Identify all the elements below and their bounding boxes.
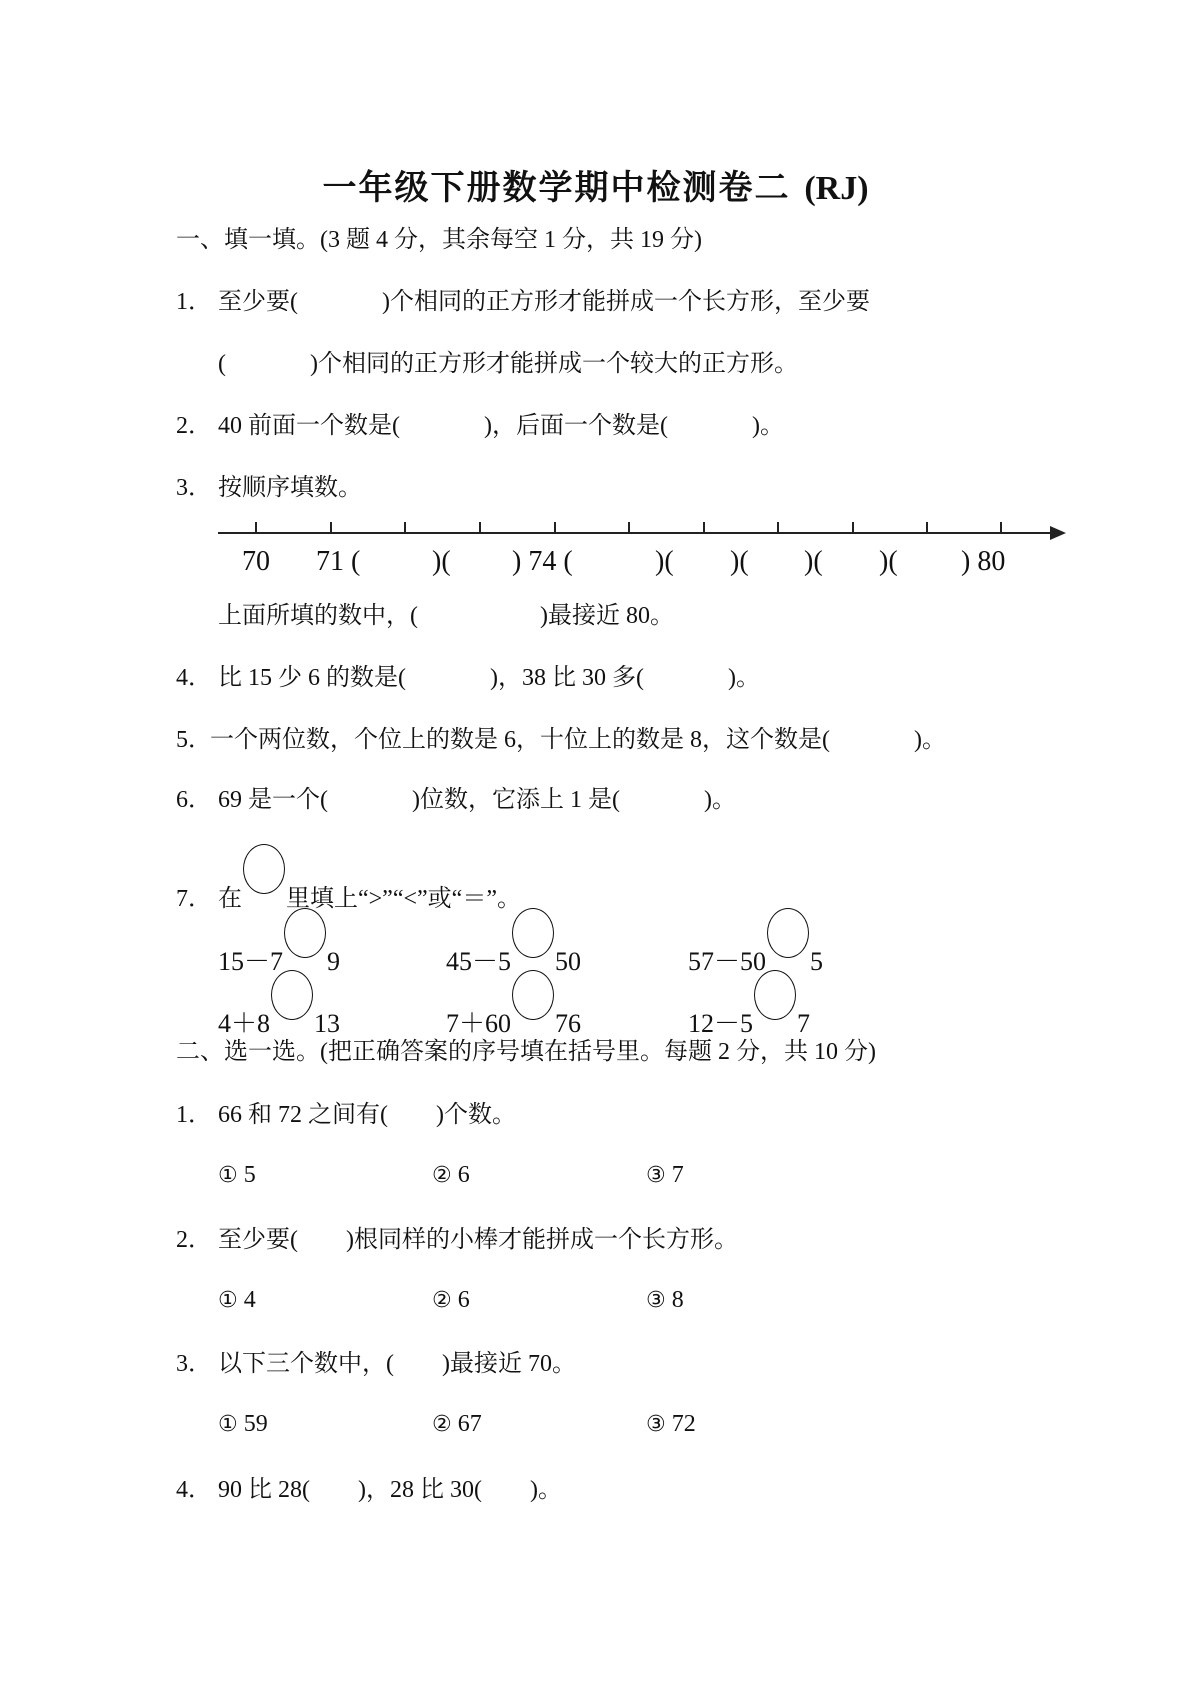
option-1[interactable] bbox=[218, 1411, 268, 1438]
nl-label: )( bbox=[730, 546, 749, 577]
q6-text-a: 69 是一个( bbox=[218, 787, 328, 813]
question-number: 4． bbox=[176, 1477, 212, 1503]
option-value: 67 bbox=[457, 1411, 482, 1437]
option-mark: ① bbox=[218, 1163, 238, 1188]
comparison-item bbox=[218, 922, 340, 978]
tick-mark bbox=[628, 522, 630, 533]
q5-text-b: )。 bbox=[914, 727, 946, 753]
s2-q4 bbox=[176, 1475, 562, 1505]
s1-q6 bbox=[176, 785, 736, 815]
option-mark: ② bbox=[432, 1163, 452, 1188]
question-number: 6． bbox=[176, 787, 212, 813]
option-mark: ② bbox=[432, 1288, 452, 1313]
option-value: 4 bbox=[243, 1287, 256, 1313]
q1-text-c: ( bbox=[218, 351, 226, 377]
q6-text-c: )。 bbox=[703, 787, 736, 813]
s1-q7 bbox=[176, 858, 521, 914]
s2q3-text-a: 以下三个数中，( bbox=[218, 1351, 394, 1377]
s2-q3 bbox=[176, 1349, 576, 1379]
cmp-right: 5 bbox=[810, 947, 824, 976]
q5-text-a: 一个两位数，个位上的数是 6，十位上的数是 8，这个数是( bbox=[210, 727, 830, 753]
nl-label: )( bbox=[432, 546, 451, 577]
option-mark: ① bbox=[218, 1412, 238, 1437]
option-3[interactable] bbox=[646, 1411, 696, 1438]
tick-mark bbox=[926, 522, 928, 533]
cmp-left: 4＋8 bbox=[218, 1009, 271, 1038]
comparison-circle[interactable] bbox=[754, 970, 796, 1020]
nl-label: )( bbox=[804, 546, 823, 577]
arrow-right-icon bbox=[1050, 526, 1066, 540]
q7-text-a: 在 bbox=[218, 886, 242, 912]
cmp-left: 15－7 bbox=[218, 947, 284, 976]
s1-q3-followup bbox=[218, 601, 674, 631]
q3-follow-b: )最接近 80。 bbox=[540, 603, 674, 629]
option-value: 59 bbox=[243, 1411, 268, 1437]
q4-text-c: )。 bbox=[727, 665, 760, 691]
comparison-item bbox=[446, 984, 581, 1040]
tick-mark bbox=[554, 522, 556, 533]
question-number: 1． bbox=[176, 289, 212, 315]
s2q1-text-b: )个数。 bbox=[436, 1102, 516, 1128]
option-2[interactable] bbox=[432, 1287, 470, 1314]
option-value: 6 bbox=[457, 1287, 470, 1313]
section1-header: 一、填一填。(3 题 4 分，其余每空 1 分，共 19 分) bbox=[176, 227, 702, 253]
cmp-right: 50 bbox=[555, 947, 582, 976]
tick-mark bbox=[255, 522, 257, 533]
tick-mark bbox=[852, 522, 854, 533]
option-mark: ③ bbox=[646, 1412, 666, 1437]
title-main: 一年级下册数学期中检测卷二 bbox=[322, 168, 791, 208]
question-number: 2． bbox=[176, 1227, 212, 1253]
option-mark: ③ bbox=[646, 1163, 666, 1188]
option-3[interactable] bbox=[646, 1162, 684, 1189]
s2-q1 bbox=[176, 1100, 516, 1130]
s1-q4 bbox=[176, 663, 760, 693]
option-1[interactable] bbox=[218, 1162, 256, 1189]
title-suffix: (RJ) bbox=[804, 170, 869, 207]
s1-q3 bbox=[176, 473, 362, 503]
question-number: 7． bbox=[176, 886, 212, 912]
tick-mark bbox=[777, 522, 779, 533]
q2-text-a: 40 前面一个数是( bbox=[218, 413, 400, 439]
option-mark: ② bbox=[432, 1412, 452, 1437]
question-number: 3． bbox=[176, 1351, 212, 1377]
s2q2-text-a: 至少要( bbox=[218, 1227, 298, 1253]
nl-label: )( bbox=[655, 546, 674, 577]
q4-text-a: 比 15 少 6 的数是( bbox=[218, 665, 406, 691]
comparison-item bbox=[446, 922, 581, 978]
option-value: 5 bbox=[243, 1162, 256, 1188]
option-1[interactable] bbox=[218, 1287, 256, 1314]
option-mark: ① bbox=[218, 1288, 238, 1313]
cmp-right: 76 bbox=[555, 1009, 582, 1038]
option-value: 72 bbox=[671, 1411, 696, 1437]
page-title bbox=[0, 160, 1191, 209]
tick-mark bbox=[703, 522, 705, 533]
s1-q2 bbox=[176, 411, 784, 441]
comparison-item bbox=[218, 984, 340, 1040]
s2q3-text-b: )最接近 70。 bbox=[442, 1351, 576, 1377]
cmp-left: 57－50 bbox=[688, 947, 767, 976]
q4-text-b: )，38 比 30 多( bbox=[490, 665, 644, 691]
option-value: 8 bbox=[671, 1287, 684, 1313]
comparison-item bbox=[688, 984, 810, 1040]
s2q2-text-b: )根同样的小棒才能拼成一个长方形。 bbox=[346, 1227, 738, 1253]
circle-blank-icon bbox=[243, 844, 285, 894]
option-3[interactable] bbox=[646, 1287, 684, 1314]
s2-q2 bbox=[176, 1225, 738, 1255]
cmp-right: 9 bbox=[327, 947, 341, 976]
q1-text-a: 至少要( bbox=[218, 289, 298, 315]
section2-header: 二、选一选。(把正确答案的序号填在括号里。每题 2 分，共 10 分) bbox=[176, 1039, 876, 1065]
q1-text-d: )个相同的正方形才能拼成一个较大的正方形。 bbox=[310, 351, 798, 377]
cmp-right: 13 bbox=[314, 1009, 341, 1038]
q3-text: 按顺序填数。 bbox=[218, 475, 362, 501]
q2-text-c: )。 bbox=[751, 413, 784, 439]
nl-label: )( bbox=[879, 546, 898, 577]
tick-mark bbox=[479, 522, 481, 533]
cmp-left: 7＋60 bbox=[446, 1009, 512, 1038]
tick-mark bbox=[404, 522, 406, 533]
nl-label: 71 ( bbox=[316, 546, 361, 577]
option-value: 7 bbox=[671, 1162, 684, 1188]
comparison-circle[interactable] bbox=[767, 908, 809, 958]
q2-text-b: )，后面一个数是( bbox=[484, 413, 668, 439]
tick-mark bbox=[1000, 522, 1002, 533]
s2q4-text-a: 90 比 28( bbox=[218, 1477, 310, 1503]
cmp-right: 7 bbox=[797, 1009, 811, 1038]
q7-text-b: 里填上“>”“<”或“＝”。 bbox=[286, 886, 521, 912]
s1-q1-line1 bbox=[176, 287, 870, 317]
s1-q5 bbox=[176, 725, 946, 755]
question-number: 1． bbox=[176, 1102, 212, 1128]
comparison-circle[interactable] bbox=[512, 970, 554, 1020]
nl-label: ) 80 bbox=[961, 546, 1006, 577]
s2q4-text-b: )，28 比 30( bbox=[358, 1477, 482, 1503]
nl-label: 70 bbox=[242, 546, 270, 577]
comparison-circle[interactable] bbox=[284, 908, 326, 958]
question-number: 5． bbox=[176, 727, 212, 753]
cmp-left: 45－5 bbox=[446, 947, 512, 976]
question-number: 2． bbox=[176, 413, 212, 439]
s1-q1-line2 bbox=[218, 349, 798, 379]
number-line-axis bbox=[218, 532, 1056, 534]
option-2[interactable] bbox=[432, 1411, 482, 1438]
s2q1-text-a: 66 和 72 之间有( bbox=[218, 1102, 388, 1128]
comparison-circle[interactable] bbox=[512, 908, 554, 958]
option-mark: ③ bbox=[646, 1288, 666, 1313]
comparison-circle[interactable] bbox=[271, 970, 313, 1020]
cmp-left: 12－5 bbox=[688, 1009, 754, 1038]
comparison-item bbox=[688, 922, 823, 978]
s2q4-text-c: )。 bbox=[529, 1477, 562, 1503]
option-2[interactable] bbox=[432, 1162, 470, 1189]
q1-text-b: )个相同的正方形才能拼成一个长方形，至少要 bbox=[382, 289, 870, 315]
q3-follow-a: 上面所填的数中，( bbox=[218, 603, 418, 629]
question-number: 3． bbox=[176, 475, 212, 501]
option-value: 6 bbox=[457, 1162, 470, 1188]
question-number: 4． bbox=[176, 665, 212, 691]
nl-label: ) 74 ( bbox=[512, 546, 573, 577]
q6-text-b: )位数，它添上 1 是( bbox=[412, 787, 620, 813]
tick-mark bbox=[330, 522, 332, 533]
